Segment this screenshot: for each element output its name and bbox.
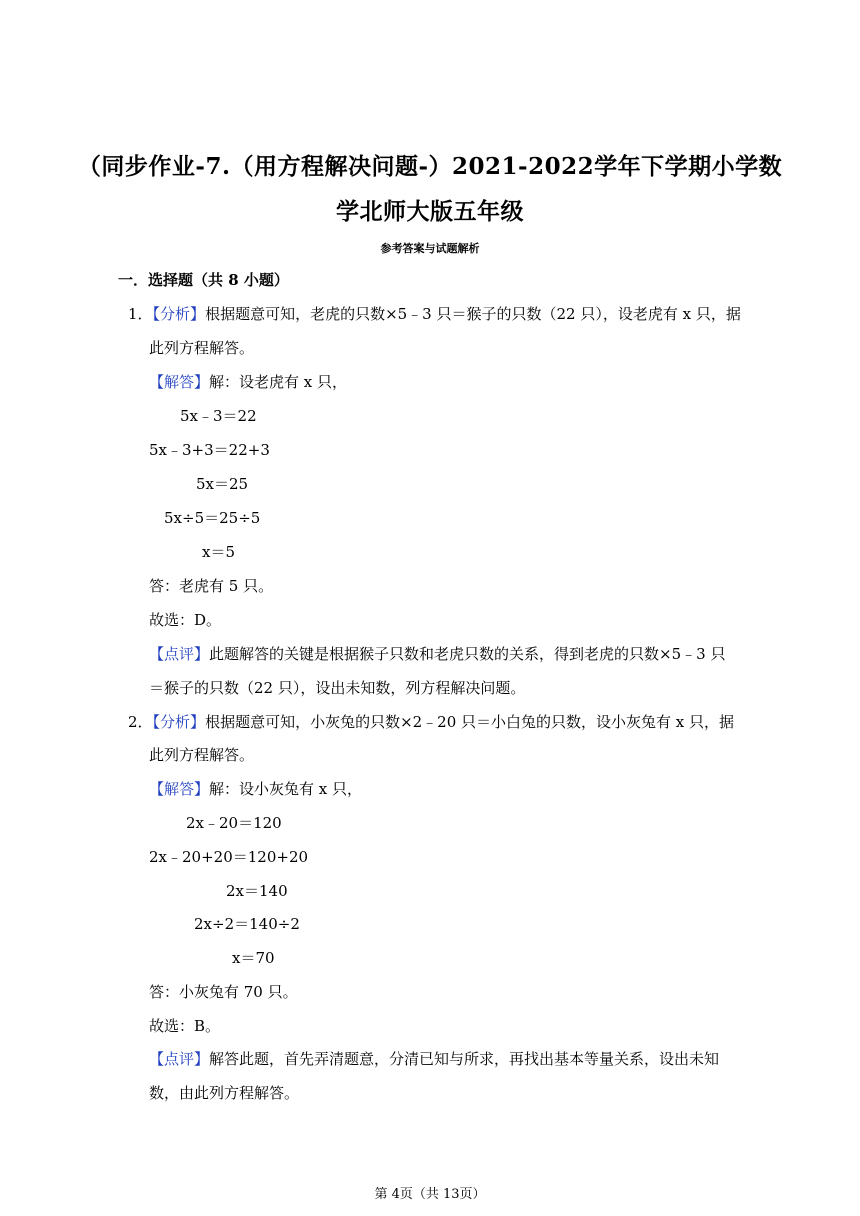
q2-number: 2． [128, 713, 153, 731]
q1-step-5: x＝5 [202, 543, 236, 561]
q1-solution-intro-line [149, 371, 347, 392]
q2-step-5: x＝70 [232, 949, 275, 967]
q2-comment-text: 解答此题，首先弄清题意，分清已知与所求，再找出基本等量关系，设出未知 [209, 1050, 720, 1068]
q2-step-1: 2x﹣20＝120 [186, 814, 282, 832]
q2-step-3: 2x＝140 [226, 882, 288, 900]
page-footer: 第 4页（共 13页） [374, 1187, 486, 1202]
q2-analysis-line-1 [128, 711, 734, 732]
q1-solution-tag: 【解答】 [149, 373, 210, 391]
q2-comment-line-1 [149, 1048, 719, 1069]
q2-analysis-tag: 【分析】 [152, 713, 206, 731]
q1-choice: 故选：D。 [149, 611, 222, 629]
q2-choice: 故选：B。 [149, 1017, 221, 1035]
q1-comment-tag: 【点评】 [149, 645, 210, 663]
q2-comment-tag: 【点评】 [149, 1050, 210, 1068]
q2-step-4: 2x÷2＝140÷2 [194, 915, 300, 933]
q1-analysis-text: 根据题意可知，老虎的只数×5﹣3 只＝猴子的只数（22 只），设老虎有 x 只，据 [205, 305, 741, 323]
q2-solution-intro: 解：设小灰兔有 x 只， [209, 780, 363, 798]
q1-analysis-line-2: 此列方程解答。 [149, 339, 255, 357]
q2-analysis-text: 根据题意可知，小灰兔的只数×2﹣20 只＝小白兔的只数，设小灰兔有 x 只，据 [205, 713, 735, 731]
section-heading: 一．选择题（共 8 小题） [118, 271, 289, 289]
q1-step-1: 5x﹣3＝22 [180, 407, 257, 425]
q1-step-2: 5x﹣3+3＝22+3 [149, 441, 270, 459]
q2-comment-line-2: 数，由此列方程解答。 [149, 1084, 300, 1102]
q1-analysis-line-1 [128, 303, 741, 324]
title-line-1: （同步作业-7.（用方程解决问题-）2021-2022学年下学期小学数 [77, 153, 783, 180]
q1-step-4: 5x÷5＝25÷5 [164, 509, 261, 527]
title-line-2: 学北师大版五年级 [336, 198, 524, 225]
q2-step-2: 2x﹣20+20＝120+20 [149, 848, 309, 866]
q2-solution-intro-line [149, 778, 362, 799]
q1-analysis-tag: 【分析】 [152, 305, 206, 323]
q1-answer: 答：老虎有 5 只。 [149, 577, 274, 595]
q1-step-3: 5x＝25 [196, 475, 249, 493]
subtitle: 参考答案与试题解析 [380, 242, 480, 255]
q2-analysis-line-2: 此列方程解答。 [149, 746, 255, 764]
q1-comment-line-2: ＝猴子的只数（22 只），设出未知数，列方程解决问题。 [149, 679, 526, 697]
q1-solution-intro: 解：设老虎有 x 只， [209, 373, 348, 391]
q1-comment-line-1 [149, 643, 725, 664]
q2-answer: 答：小灰兔有 70 只。 [149, 983, 298, 1001]
q1-number: 1． [128, 305, 153, 323]
q2-solution-tag: 【解答】 [149, 780, 210, 798]
q1-comment-text: 此题解答的关键是根据猴子只数和老虎只数的关系，得到老虎的只数×5﹣3 只 [209, 645, 726, 663]
